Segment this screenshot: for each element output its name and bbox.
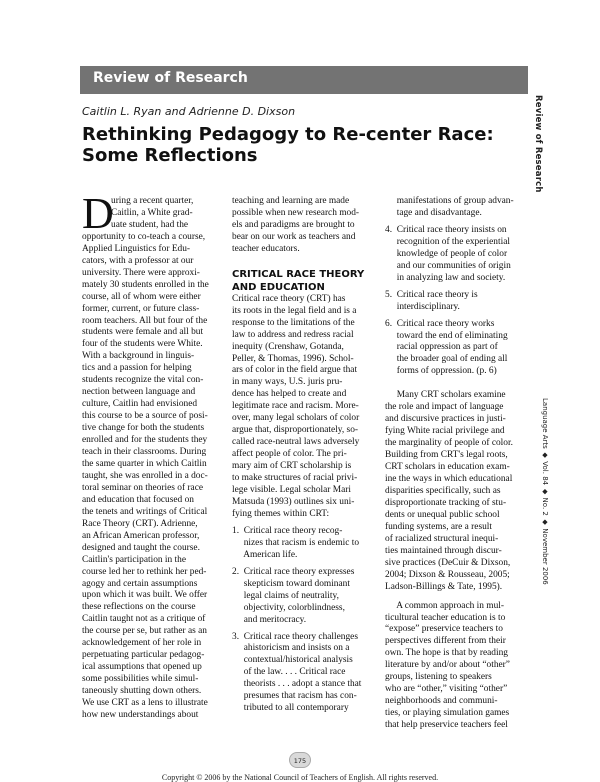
paragraph-line: course led her to rethink her ped-	[82, 566, 207, 577]
paragraph-line: over, many legal scholars of color	[232, 413, 360, 424]
paragraph-line: how new understandings about	[82, 709, 199, 720]
paragraph-line: Critical race theory (CRT) has	[232, 293, 346, 304]
list-item-line: 6. Critical race theory works	[385, 318, 495, 329]
paragraph-line: lege visible. Legal scholar Mari	[232, 485, 351, 496]
paragraph-line: of racialized structural inequi-	[385, 533, 499, 544]
paragraph-line: acknowledgement of her role in	[82, 638, 202, 649]
paragraph-line: perpetuating particular pedagog-	[82, 650, 205, 661]
list-item-line: tage and disadvantage.	[385, 207, 482, 218]
paragraph-line: affect people of color. The pri-	[232, 449, 347, 460]
paragraph-line: to make structures of racial privi-	[232, 473, 358, 484]
list-item-line: of the law. . . . Critical race	[232, 667, 346, 678]
paragraph-line: ical assumptions that opened up	[82, 662, 202, 673]
paragraph-line: funding systems, are a result	[385, 521, 493, 532]
paragraph-line: ticultural teacher education is to	[385, 612, 506, 623]
section-heading: AND EDUCATION	[232, 281, 325, 293]
paragraph-line: Caitlin taught not as a critique of	[82, 614, 206, 625]
paragraph-line: law to address and redress racial	[232, 329, 354, 340]
paragraph-line: mary aim of CRT scholarship is	[232, 461, 352, 472]
paragraph-line: Caitlin, a White grad-	[111, 207, 193, 218]
paragraph-line: 2004; Dixson & Rousseau, 2005;	[385, 569, 510, 580]
paragraph-line: uate student, had the	[111, 219, 189, 230]
paragraph-line: course, all of whom were either	[82, 291, 201, 302]
paragraph-line: teaching and learning are made	[232, 196, 350, 206]
list-item-line: 2. Critical race theory expresses	[232, 566, 355, 577]
section-banner	[80, 66, 528, 94]
paragraph-line: the same quarter in which Caitlin	[82, 458, 207, 469]
list-item-line: objectivity, colorblindness,	[232, 602, 345, 613]
paragraph-line: the tenets and writings of Critical	[82, 506, 208, 517]
spacer	[232, 256, 374, 268]
page-number: 175	[289, 752, 311, 768]
paragraph-line: room teachers. All but four of the	[82, 315, 208, 326]
paragraph-line: response to the limitations of the	[232, 317, 355, 328]
paragraph-line: taught, she was enrolled in a doc-	[82, 470, 208, 481]
list-item-line: 5. Critical race theory is	[385, 289, 478, 300]
list-item-line: recognition of the experiential	[385, 236, 510, 247]
list-item-line: skepticism toward dominant	[232, 578, 350, 589]
side-running-title: Review of Research	[533, 95, 543, 193]
paragraph-line: dence has helped to create and	[232, 389, 347, 400]
paragraph-line: inequity (Crenshaw, Gotanda,	[232, 341, 344, 352]
spacer	[385, 594, 523, 601]
paragraph-line: With a background in linguis-	[82, 351, 195, 362]
paragraph-line: CRT scholars in education exam-	[385, 462, 510, 473]
list-item-line: presumes that racism has con-	[232, 691, 357, 702]
paragraph-line: own. The hope is that by reading	[385, 648, 508, 659]
section-label: Review of Research	[93, 70, 248, 86]
paragraph-line: perspectives different from their	[385, 636, 506, 647]
paragraph-line: A common approach in mul-	[385, 600, 504, 611]
paragraph-line: fying White racial privilege and	[385, 426, 505, 437]
paragraph-line: agogy and certain assumptions	[82, 578, 198, 589]
list-item-line: the broader goal of ending all	[385, 354, 508, 365]
paragraph-line: fying themes within CRT:	[232, 508, 330, 519]
list-item-line: ahistoricism and insists on a	[232, 643, 350, 654]
list-item-line: interdisciplinary.	[385, 301, 460, 312]
paragraph-line: called race-neutral laws adversely	[232, 437, 360, 448]
paragraph-line: mately 30 students enrolled in the	[82, 279, 209, 290]
article-title	[82, 124, 522, 166]
list-item-line: and meritocracy.	[232, 614, 307, 625]
body-column-2	[232, 196, 374, 715]
list-item-line: contextual/historical analysis	[232, 655, 353, 666]
list-item-line: in analyzing law and society.	[385, 272, 506, 283]
paragraph-line: some possibilities while simul-	[82, 674, 199, 685]
paragraph-line: disproportionate tracking of stu-	[385, 497, 507, 508]
paragraph-line: designed and taught the course.	[82, 542, 200, 553]
paragraph-line: ties maintained through discur-	[385, 545, 502, 556]
list-item-line: toward the end of eliminating	[385, 330, 508, 341]
paragraph-line: culture, Caitlin had envisioned	[82, 399, 198, 410]
paragraph-line: four of the students were White.	[82, 339, 203, 350]
body-column-1	[82, 189, 218, 722]
paragraph-line: former, current, or future class-	[82, 303, 200, 314]
paragraph-line: the course per se, but rather as an	[82, 626, 207, 637]
paragraph-line: this course to be a source of posi-	[82, 411, 208, 422]
paragraph-line: “expose” preservice teachers to	[385, 624, 503, 635]
paragraph-line: the role and impact of language	[385, 402, 504, 413]
paragraph-line: tics and a passion for helping	[82, 363, 192, 374]
paragraph-line: nection between language and	[82, 387, 196, 398]
paragraph-line: taneously shutting down others.	[82, 686, 202, 697]
paragraph-line: tive change for both the students	[82, 423, 205, 434]
paragraph-line: university. There were approxi-	[82, 267, 200, 278]
list-item-line: 4. Critical race theory insists on	[385, 224, 507, 235]
paragraph-line: Caitlin's participation in the	[82, 554, 187, 565]
paragraph-line: groups, listening to speakers	[385, 672, 492, 683]
paragraph-line: ars of color in the field argue that	[232, 365, 358, 376]
paragraph-line: bear on our work as teachers and	[232, 231, 356, 242]
list-item-line: and our communities of origin	[385, 260, 511, 271]
paragraph-line: the marginality of people of color.	[385, 438, 513, 449]
paragraph-line: Ladson-Billings & Tate, 1995).	[385, 581, 503, 592]
paragraph-line: cators, with a professor at our	[82, 255, 194, 266]
list-item-line: legal claims of neutrality,	[232, 590, 339, 601]
paragraph-line: uring a recent quarter,	[111, 196, 194, 206]
list-item-line: 3. Critical race theory challenges	[232, 631, 358, 642]
paragraph-line: who are “other,” visiting “other”	[385, 684, 508, 695]
paragraph-line: students recognize the vital con-	[82, 375, 204, 386]
journal-info: Language Arts ◆ Vol. 84 ◆ No. 2 ◆ November 2006	[541, 398, 549, 585]
list-item-line: manifestations of group advan-	[385, 196, 514, 206]
paragraph-line: els and paradigms are brought to	[232, 219, 355, 230]
paragraph-line: Race Theory (CRT). Adrienne,	[82, 518, 198, 529]
paragraph-line: We use CRT as a lens to illustrate	[82, 698, 208, 709]
paragraph-line: Many CRT scholars examine	[385, 390, 506, 401]
paragraph-line: argue that, disproportionately, so-	[232, 425, 359, 436]
paragraph-line: its roots in the legal field and is a	[232, 305, 357, 316]
paragraph-line: toral seminar on theories of race	[82, 482, 204, 493]
paragraph-line: disparities specifically, such as	[385, 485, 501, 496]
list-item-line: American life.	[232, 549, 298, 560]
paragraph-line: legitimate race and racism. More-	[232, 401, 359, 412]
paragraph-line: neighborhoods and communi-	[385, 696, 498, 707]
list-item-line: tributed to all contemporary	[232, 703, 349, 714]
paragraph-line: literature by and/or about “other”	[385, 660, 510, 671]
paragraph-line: teacher educators.	[232, 243, 300, 254]
paragraph-line: and education that focused on	[82, 494, 194, 505]
list-item-line: theorists . . . adopt a stance that	[232, 679, 362, 690]
paragraph-line: these reflections on the course	[82, 602, 196, 613]
paragraph-line: dents or unequal public school	[385, 509, 500, 520]
paragraph-line: Building from CRT's legal roots,	[385, 450, 508, 461]
paragraph-line: an African American professor,	[82, 530, 200, 541]
paragraph-line: Applied Linguistics for Edu-	[82, 243, 191, 254]
paragraph-line: students were female and all but	[82, 327, 204, 338]
paragraph-line: that help preservice teachers feel	[385, 720, 508, 731]
copyright-notice: Copyright © 2006 by the National Council of Teachers of English. All rights reserved.	[161, 773, 439, 782]
body-column-3	[385, 196, 523, 732]
list-item-line: forms of oppression. (p. 6)	[385, 366, 497, 377]
article-authors: Caitlin L. Ryan and Adrienne D. Dixson	[82, 105, 296, 118]
paragraph-line: teach in their classrooms. During	[82, 447, 207, 458]
paragraph-line: in many ways, U.S. juris pru-	[232, 377, 343, 388]
list-item-line: racial oppression as part of	[385, 342, 498, 353]
list-item-line: knowledge of people of color	[385, 248, 508, 259]
paragraph-line: ine the ways in which educational	[385, 474, 513, 485]
paragraph-line: enrolled and for the students they	[82, 435, 208, 446]
paragraph-line: possible when new research mod-	[232, 207, 360, 218]
title-line: Rethinking Pedagogy to Re-center Race:	[82, 124, 494, 145]
list-item-line: 1. Critical race theory recog-	[232, 525, 343, 536]
paragraph-line: Matsuda (1993) outlines six uni-	[232, 496, 355, 507]
drop-cap: D	[82, 189, 114, 238]
paragraph-line: sive practices (DeCuir & Dixson,	[385, 557, 511, 568]
paragraph-line: upon which it was built. We offer	[82, 590, 208, 601]
spacer	[385, 378, 523, 390]
paragraph-line: opportunity to co-teach a course,	[82, 231, 206, 242]
paragraph-line: ties, or playing simulation games	[385, 708, 510, 719]
title-line: Some Reflections	[82, 145, 258, 166]
list-item-line: nizes that racism is endemic to	[232, 537, 360, 548]
paragraph-line: and discursive practices in justi-	[385, 414, 506, 425]
paragraph-line: Peller, & Thomas, 1996). Schol-	[232, 353, 354, 364]
section-heading: CRITICAL RACE THEORY	[232, 268, 365, 280]
